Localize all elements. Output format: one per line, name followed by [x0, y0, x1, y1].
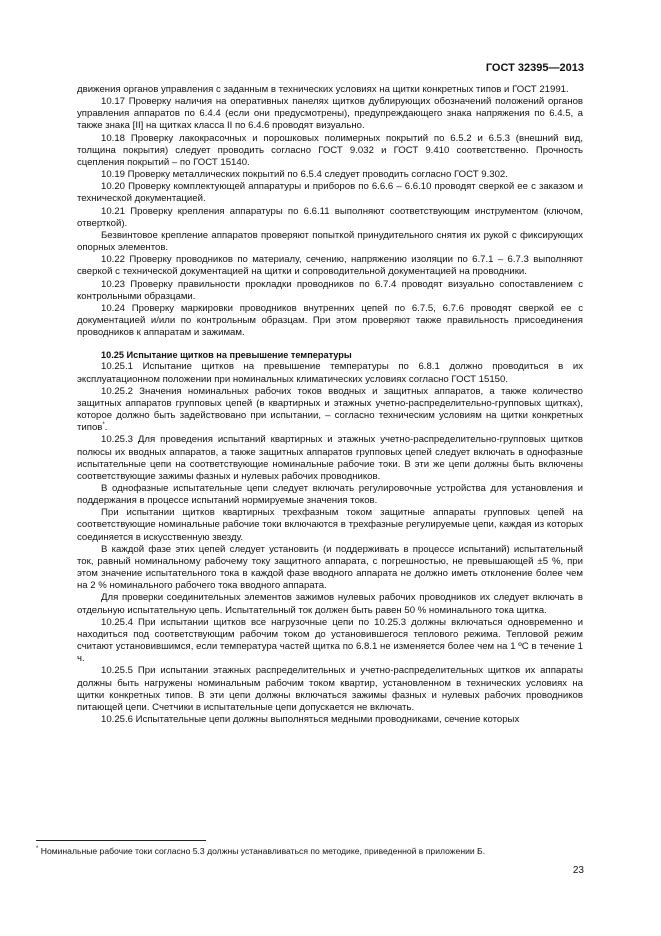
footnote	[36, 846, 596, 857]
footnote-ref-mark: *	[102, 422, 105, 429]
paragraph: 10.25.6 Испытательные цепи должны выполняться медными проводниками, сечение которых	[101, 713, 520, 725]
document-code-header: ГОСТ 32395—2013	[485, 62, 584, 74]
paragraph: 10.25.5 При испытании этажных распределительных и учетно-распределительных щитков их аппараты должны быть нагружены номинальным рабочим током квартир, установленном в технических условиях на щитки конкретных типов. В эти цепи должны включаться зажимы фазных и нулевых рабочих проводников питающей цепи. Счетчики в испытательные цепи допускается не включать.	[77, 665, 583, 713]
paragraph: 10.23 Проверку правильности прокладки проводников по 6.7.4 проводят визуально сопоставлением с контрольными образцами.	[77, 278, 583, 302]
paragraph: В каждой фазе этих цепей следует установить (и поддерживать в процессе испытаний) испытательный ток, равный номинальному рабочему току защитного аппарата, с погрешностью, не превышающей ±5 %, при этом значение испытательного тока в каждой фазе вводного аппарата не должно иметь отклонение более чем на 2 % номинального рабочего тока вводного аппарата.	[77, 543, 583, 592]
paragraph: 10.18 Проверку лакокрасочных и порошковых полимерных покрытий по 6.5.2 и 6.5.3 (внешний вид, толщина покрытия) следует проводить согласно ГОСТ 9.032 и ГОСТ 9.410 соответственно. Прочность сцепления покрытий – по ГОСТ 15140.	[77, 132, 583, 168]
paragraph: 10.21 Проверку крепления аппаратуры по 6.6.11 выполняют соответствующим инструментом (ключом, отверткой).	[77, 205, 583, 229]
document-body	[77, 84, 583, 726]
paragraph: 10.19 Проверку металлических покрытий по 6.5.4 следует проводить согласно ГОСТ 9.302.	[101, 169, 508, 181]
paragraph: 10.22 Проверку проводников по материалу, сечению, напряжению изоляции по 6.7.1 – 6.7.3 выполняют сверкой с технической документацией на щитки и сопроводительной документацией на проводники.	[77, 254, 583, 278]
paragraph: 10.25.4 При испытании щитков все нагрузочные цепи по 10.25.3 должны включаться одновременно и находиться под соответствующим рабочим током до установившегося теплового режима. Тепловой режим считают установившимся, если температура частей щитка по 6.8.1 не изменяется более чем на 1 ºС в течение 1 ч.	[77, 616, 583, 665]
paragraph: Безвинтовое крепление аппаратов проверяют попыткой принудительного снятия их рукой с фиксирующих опорных элементов.	[77, 229, 583, 254]
footnote-text: Номинальные рабочие токи согласно 5.3 должны устанавливаться по методике, приведенной в приложении Б.	[40, 846, 486, 856]
page-number: 23	[572, 865, 584, 876]
paragraph: В однофазные испытательные цепи следует включать регулировочные устройства для установления и поддержания в процессе испытаний нормируемые значения токов.	[77, 483, 583, 507]
paragraph: 10.17 Проверку наличия на оперативных панелях щитков дублирующих обозначений положений органов управления аппаратов по 6.4.4 (если они предусмотрены), предупреждающего знака напряжения по 6.4.5, а также знака [II] на щитках класса II по 6.4.6 проводят визуально.	[77, 96, 583, 132]
paragraph: 10.25.2 Значения номинальных рабочих токов вводных и защитных аппаратов, а также количество защитных аппаратов групповых цепей (в квартирных и этажных учетно-распределительно-групповых щитках), которое должно быть задействовано при испытании, – согласно техническим условиям на щитки конкретных типов*.	[77, 385, 583, 434]
paragraph: 10.25.3 Для проведения испытаний квартирных и этажных учетно-распределительно-групповых щитков полюсы их вводных аппаратов, а также защитных аппаратов групповых цепей следует включать в однофазные испытательные цепи на соответствующие номинальные рабочие токи. В эти же цепи должны быть включены соответствующие зажимы фазных и нулевых рабочих проводников.	[77, 434, 583, 482]
paragraph: 10.20 Проверку комплектующей аппаратуры и приборов по 6.6.6 – 6.6.10 проводят сверкой ее с заказом и технической документацией.	[77, 181, 583, 205]
footnote-divider	[36, 840, 206, 841]
paragraph: 10.25.1 Испытание щитков на превышение температуры по 6.8.1 должно проводиться в их эксплуатационном положении при номинальных климатических условиях согласно ГОСТ 15150.	[77, 361, 583, 385]
footnote-mark: *	[36, 846, 39, 853]
paragraph: 10.24 Проверку маркировки проводников внутренних цепей по 6.7.5, 6.7.6 проводят сверкой ее с документацией и/или по контрольным образцам. При этом проверяют также правильность присоединения проводников к аппаратам и зажимам.	[77, 302, 583, 339]
paragraph: При испытании щитков квартирных трехфазным током защитные аппараты групповых цепей на соответствующие номинальные рабочие токи включаются в трехфазные регулируемые цепи, каждая из которых соединяется в искусственную звезду.	[77, 507, 583, 543]
paragraph-text: 10.25.2 Значения номинальных рабочих токов вводных и защитных аппаратов, а также количество защитных аппаратов групповых цепей (в квартирных и этажных учетно-распределительно-групповых щитках), которое должно быть задействовано при испытании, – согласно техническим условиям на щитки конкретных типов	[77, 385, 583, 434]
paragraph: Для проверки соединительных элементов зажимов нулевых рабочих проводников их следует включать в отдельную испытательную цепь. Испытательный ток должен быть равен 50 % номинального тока щитка.	[77, 592, 583, 616]
section-heading: 10.25 Испытание щитков на превышение температуры	[101, 350, 352, 361]
paragraph: движения органов управления с заданным в технических условиях на щитки конкретных типов и ГОСТ 21991.	[77, 84, 569, 95]
